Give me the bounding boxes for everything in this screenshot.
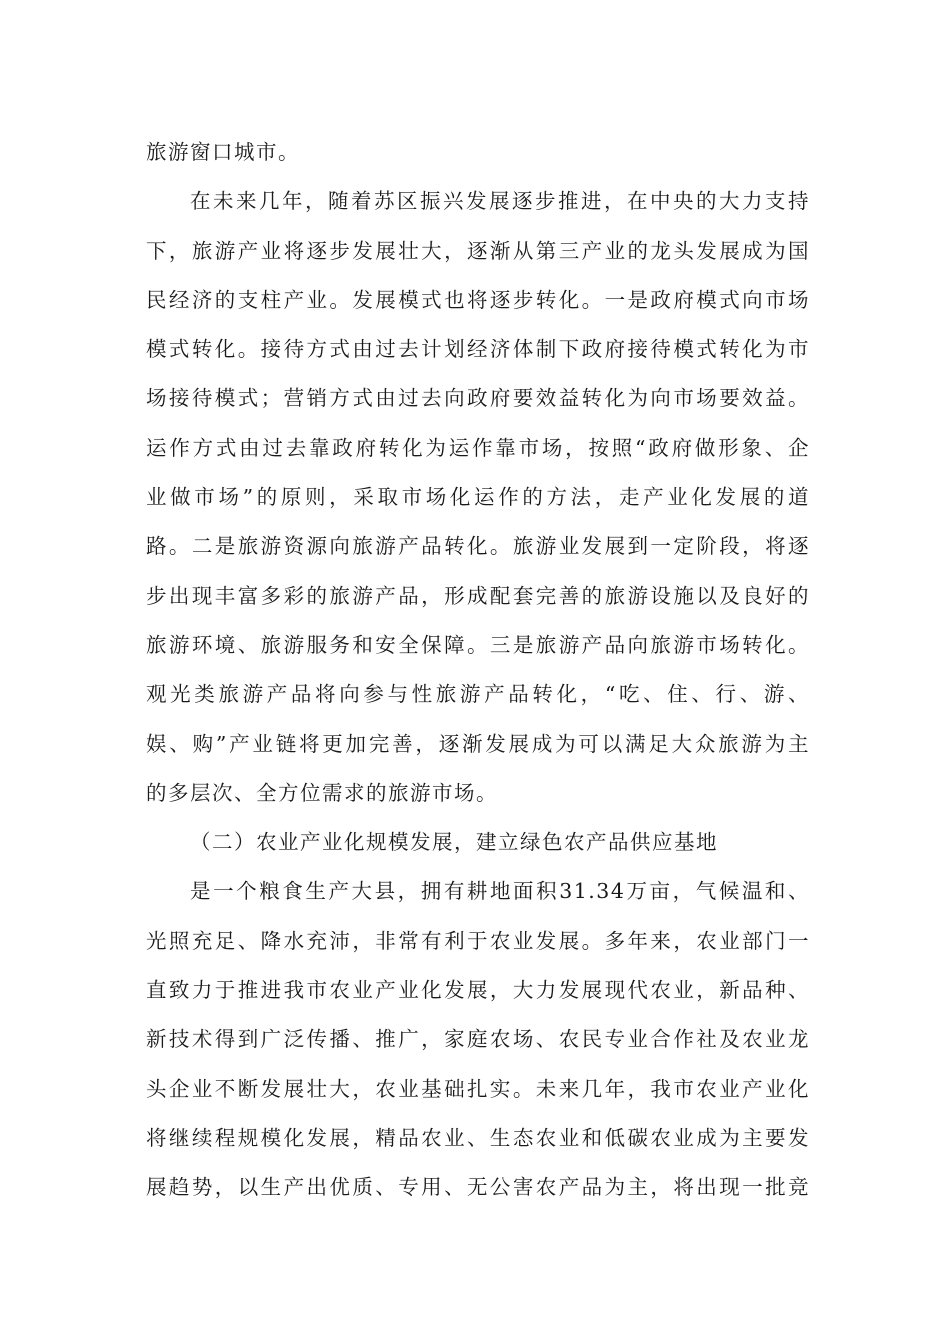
text-line: 旅游环境、旅游服务和安全保障。三是旅游产品向旅游市场转化。: [146, 632, 810, 657]
document-body: [146, 128, 810, 1213]
text-line: 头企业不断发展壮大，农业基础扎实。未来几年，我市农业产业化: [146, 1076, 810, 1101]
text-line: 业做市场”的原则，采取市场化运作的方法，走产业化发展的道: [146, 485, 810, 510]
text-line: 在未来几年，随着苏区振兴发展逐步推进，在中央的大力支持: [190, 189, 810, 214]
text-line: 下，旅游产业将逐步发展壮大，逐渐从第三产业的龙头发展成为国: [146, 238, 810, 263]
text-line: 模式转化。接待方式由过去计划经济体制下政府接待模式转化为市: [146, 337, 810, 362]
text-line: 观光类旅游产品将向参与性旅游产品转化，“吃、住、行、游、: [146, 682, 810, 707]
text-line: 将继续程规模化发展，精品农业、生态农业和低碳农业成为主要发: [146, 1125, 810, 1150]
text-line: 的多层次、全方位需求的旅游市场。: [146, 780, 498, 805]
text-line: 场接待模式；营销方式由过去向政府要效益转化为向市场要效益。: [146, 386, 810, 411]
text-line: 新技术得到广泛传播、推广，家庭农场、农民专业合作社及农业龙: [146, 1027, 810, 1052]
text-line: 路。二是旅游资源向旅游产品转化。旅游业发展到一定阶段，将逐: [146, 534, 810, 559]
text-line: 运作方式由过去靠政府转化为运作靠市场，按照“政府做形象、企: [146, 435, 810, 460]
text-line: 娱、购”产业链将更加完善，逐渐发展成为可以满足大众旅游为主: [146, 731, 810, 756]
section-heading: （二）农业产业化规模发展，建立绿色农产品供应基地: [190, 830, 718, 855]
text-line: 旅游窗口城市。: [146, 140, 300, 164]
text-line: 光照充足、降水充沛，非常有利于农业发展。多年来，农业部门一: [146, 928, 810, 953]
text-line: 是一个粮食生产大县，拥有耕地面积31.34万亩，气候温和、: [190, 879, 810, 904]
text-line: 展趋势，以生产出优质、专用、无公害农产品为主，将出现一批竞: [146, 1175, 810, 1200]
text-line: 民经济的支柱产业。发展模式也将逐步转化。一是政府模式向市场: [146, 287, 810, 312]
text-line: 直致力于推进我市农业产业化发展，大力发展现代农业，新品种、: [146, 978, 810, 1003]
text-line: 步出现丰富多彩的旅游产品，形成配套完善的旅游设施以及良好的: [146, 583, 810, 608]
